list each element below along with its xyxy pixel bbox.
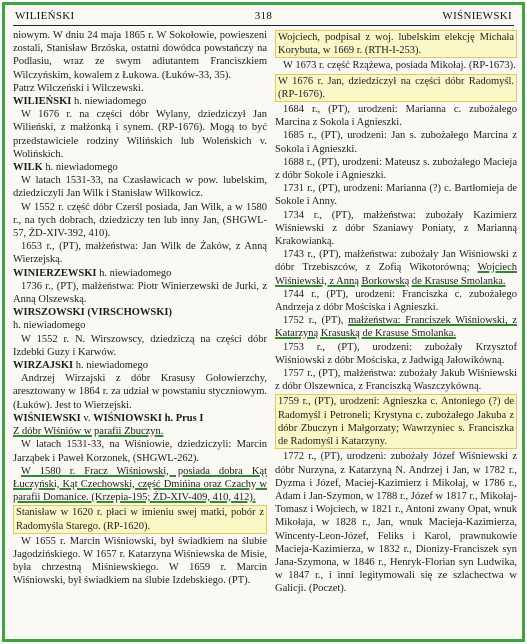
entry-text: 1752 r., (PT), małżeństwa: Franciszek Wiśniowski, z Katarzyną Krasuską de Krasuse Smolanka. xyxy=(275,315,517,340)
header-right-entry: WIŚNIEWSKI xyxy=(442,10,512,22)
entry-heading: WILK h. niewiadomego xyxy=(13,162,118,174)
entry-heading: WIŚNIEWSKI v. WIŚNIOWSKI h. Prus I xyxy=(13,412,204,424)
entry-text: 1685 r., (PT), urodzeni: Jan s. zubożałego Marcina z Sokola i Agnieszki. xyxy=(275,130,517,155)
see-also-note: Patrz Wilczeński i Wilczewski. xyxy=(13,82,144,94)
entry-text: 1684 r., (PT), urodzeni: Marianna c. zubożałego Marcina z Sokola i Agnieszki. xyxy=(275,104,517,129)
entry-text: 1744 r., (PT), urodzeni: Franciszka c. zubożałego Andrzeja z dóbr Mościska i Agnieszki. xyxy=(275,288,517,314)
entry-text: W 1673 r. część Rzążewa, posiada Mikołaj. (RP-1673). xyxy=(283,60,516,72)
entry-text: W 1552 r. część dóbr Czerśl posiada, Jan Wilk, a w 1580 r., na tych dobrach, dziedziczy ten lub inny Jan, (SHGWL-57, ŻD-XIV-392, 410). xyxy=(13,201,267,240)
entry-heading: WIRZAJSKI h. niewiadomego xyxy=(13,360,149,372)
header-rule xyxy=(13,25,514,26)
entry-text: 1736 r., (PT), małżeństwa: Piotr Winierzewski de Jurki, z Anną Olszewską. xyxy=(13,280,267,306)
page-number: 318 xyxy=(254,10,273,22)
entry-text: 1743 r., (PT), małżeństwa: zubożały Jan Wiśniowski z dóbr Trzebiszców, z Zofią Wikotorówną; Wojciech Wiśniewski, z Anną Borkowską de Krasuse Smolanka. xyxy=(275,249,517,287)
entry-text: 1753 r., (PT), urodzeni: zubożały Krzysztof Wiśniowski z dóbr Mościska, z Jadwigą Jałowikówną. xyxy=(275,341,517,366)
entry-text: W latach 1531-33, na Wiśniowie, dziedziczyli: Marcin Jarząbek i Paweł Korzonek, (SHGWL-262). xyxy=(13,439,267,464)
entry-text: W 1676 r. na części dóbr Wylany, dziedziczył Jan Wilieński, z małżonką i synem. (RP-1676). Mogą to być przedstawiciele rodziny Wilińskich lub Woleńskich v. Wolińskich. xyxy=(13,109,267,160)
header-left-entry: WILIEŃSKI xyxy=(15,10,75,22)
entry-text: Andrzej Wirzajski z dóbr Krasusy Gołowierzchy, aresztowany w 1864 r. za udział w powstaniu styczniowym. (Łuków). Jest to Wierzejski. xyxy=(13,373,267,411)
entry-text: 1772 r., (PT), urodzeni: zubożały Józef Wiśniewski z dóbr Nurzyna, z Katarzyną N. Andrzej i Jan, w 1782 r., Dyzma i Józef, Maciej-Kazimierz i Mikołaj, w 1786 r., Adam i Jan-Szymon, w 1788 r., Józef w 1817 r., Mikołaj-Tomasz i Wojciech, w 1821 r., Antoni zwany Opat, wnuk Mikołaja, w 1828 r., Jan, wnuk Macieja-Kazimierza, Wincenty-Leon-Józef, Feliks i Karol, prawnukowie Macieja-Kazimierza, w 1832 r., Dionizy-Franciszek syn Jana-Szymona, w 1846 r., Henryk-Florian syn Ludwika, w 1847 r., i inni legitymowali się ze szlachectwa w Galicji. (Poczet). xyxy=(275,451,517,595)
entry-text: W 1655 r. Marcin Wiśniowski, był świadkiem na ślubie Jagodzińskiego. W 1657 r. Katarzyna Wiśniewska de Misie, była chrzestną Miśniewskiego. W 1659 r. Marcin Wiśniowski, był świadkiem na ślubie Izdebskiego. (PT). xyxy=(13,535,267,587)
left-column xyxy=(13,29,267,588)
entry-text: W latach 1531-33, na Czasławicach w pow. lubelskim, dziedziczyli Jan Wilk i Stanisław Wilkowicz. xyxy=(13,175,267,200)
underlined-passage: Wojciech Wiśniewski, z Anną Borkowską de Krasuse Smolanka. xyxy=(275,262,517,287)
paragraph: niowym. W dniu 24 maja 1865 r. W Sokołowie, powieszeni zostali, Stanisław Brzóska, ostatni dowódca powstańczy na Podlasiu, wraz ze swym adiutantem Franciszkiem Wilczyńskim, kowalem z Łukowa. (Łuków-33, 35). xyxy=(13,30,267,81)
running-header xyxy=(11,8,516,24)
entry-text: 1731 r., (PT), urodzeni: Marianna (?) c. Bartłomieja de Sokole i Anny. xyxy=(275,183,517,208)
entry-heading: WILIEŃSKI h. niewiadomego xyxy=(13,96,147,108)
highlighted-passage: Stanisław w 1620 r. płaci w imieniu swej matki, pobór z Radomyśla Starego. (RP-1620). xyxy=(13,505,267,533)
entry-text: 1688 r., (PT), urodzeni: Mateusz s. zubożałego Macieja z dóbr Sokole i Agnieszki. xyxy=(275,156,517,182)
underlined-origin: Z dóbr Wiśniów w parafii Zbuczyn. xyxy=(13,426,164,438)
entry-text: 1734 r., (PT), małżeństwa: zubożały Kazimierz Wiśniewski z dóbr Szaniawy Poniaty, z Marianną Krakowianką. xyxy=(275,209,517,248)
highlighted-passage: 1759 r., (PT), urodzeni: Agnieszka c. Antoniego (?) de Radomyśl i Petroneli; Krystyna c. zubożałego Jakuba z dóbr Zbuczyn i Małgorzaty; Wawrzyniec s. Franciszka de Radomyśl i Katarzyny. xyxy=(275,394,517,449)
entry-subheading: h. niewiadomego xyxy=(13,320,86,332)
underlined-passage: W 1580 r. Fracz Wiśniowski, posiada dobra Kąt Łuczyński, Kąt Czechowski, część Dmińina oraz Czachy w parafii Domanice. (Krzepia-195; ŻD-XIV-409, 410, 412). xyxy=(13,465,267,504)
highlighted-passage: Wojciech, podpisał z woj. lubelskim elekcję Michała Korybuta, w 1669 r. (RTH-I-253). xyxy=(275,30,517,58)
book-page xyxy=(2,2,525,642)
right-column xyxy=(275,29,517,596)
entry-text: 1757 r., (PT), małżeństwa: zubożały Jakub Wiśniewski z dóbr Olszewnica, z Franciszką Waszczykówną. xyxy=(275,368,517,393)
highlighted-passage: W 1676 r. Jan, dziedziczył na części dóbr Radomyśl. (RP-1676). xyxy=(275,74,517,102)
entry-heading: WINIERZEWSKI h. niewiadomego xyxy=(13,267,172,279)
entry-text: W 1552 r. N. Wirszowscy, dziedziczą na części dóbr Izdebki Guzy i Karwów. xyxy=(13,333,267,358)
entry-heading: WIRSZOWSKI (VIRSCHOWSKI) xyxy=(13,307,172,319)
entry-text: 1653 r., (PT), małżeństwa: Jan Wilk de Żaków, z Anną Wierzejską. xyxy=(13,241,267,266)
underlined-passage: małżeństwa: Franciszek Wiśniowski, z Katarzyną Krasuską de Krasuse Smolanka. xyxy=(275,315,517,340)
